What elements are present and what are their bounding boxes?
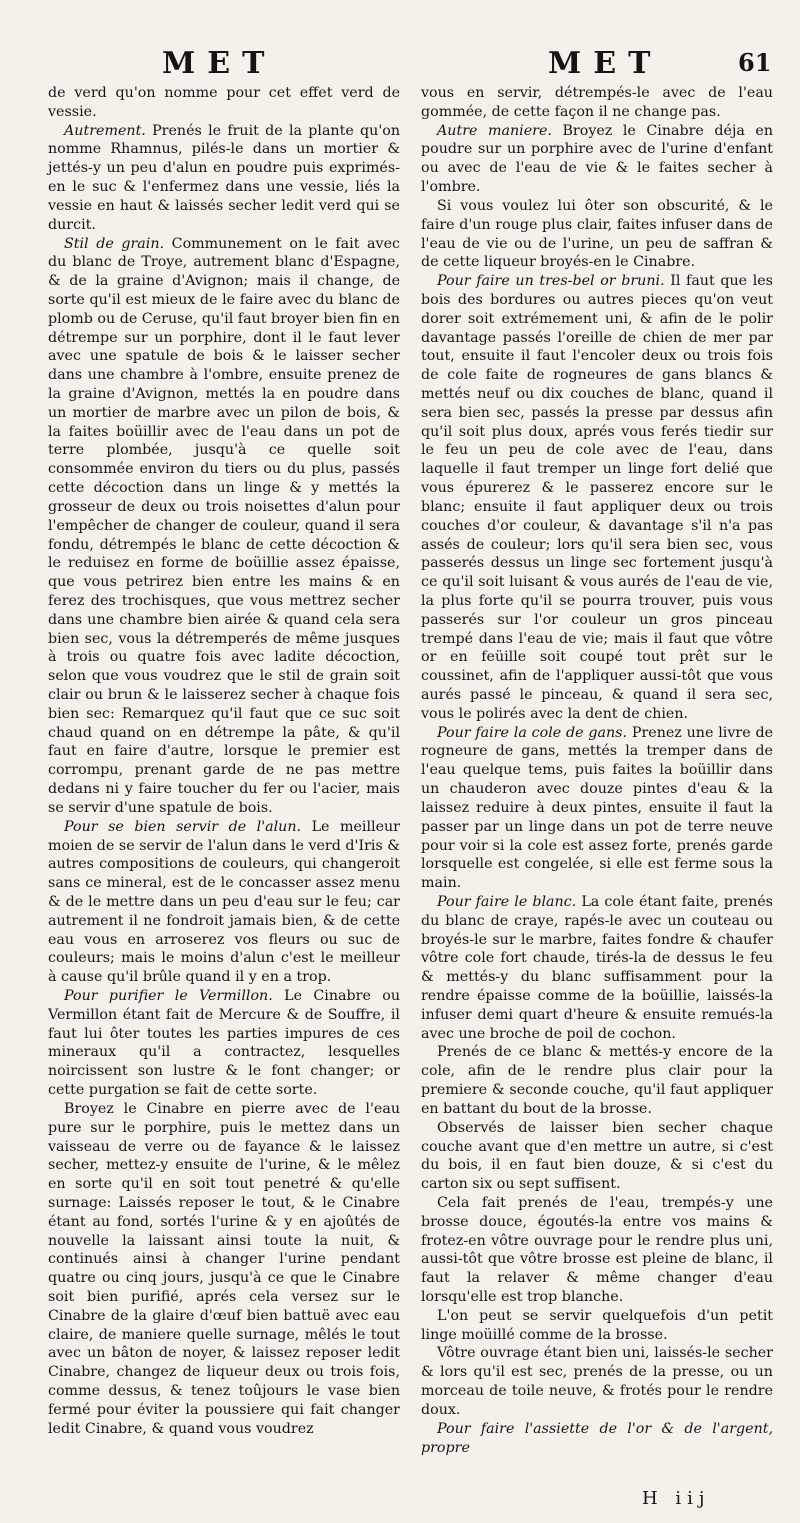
paragraph-rubric: Pour purifier le Vermillon. (64, 988, 273, 1004)
paragraph-text: Il faut que les bois des bordures ou autres pieces qu'on veut dorer soit extrémement uni, & afin de le polir davantage passés l'oreille de chien de mer par tout, ensuite il faut l'encoler deux ou trois fois de cole faite de rogneures de gans blancs & mettés neuf ou dix couches de blanc, quand il sera bien sec, passés la presse par dessus afin qu'il soit plus doux, aprés vous ferés tiedir sur le feu un peu de cole avec de l'eau, dans laquelle il faut tremper un linge fort delié que vous épurerez & le passerez encore sur le blanc; ensuite il faut appliquer deux ou trois couches d'or couleur, & davantage s'il n'a pas assés de couleur; lors qu'il sera bien sec, vous passerés dessus un linge sec fortement jusqu'à ce qu'il soit luisant & vous aurés de l'eau de vie, la plus forte qu'il se pourra trouver, puis vous passerés sur l'or couleur un gros pinceau trempé dans l'eau de vie; mais il faut que vôtre or en feüille soit coupé tout prêt sur le coussinet, afin de l'appliquer aussi-tôt que vous aurés passé le pinceau, & quand il sera sec, vous le polirés avec la dent de chien. (421, 273, 773, 722)
paragraph (421, 893, 773, 1044)
paragraph (421, 122, 773, 197)
paragraph (421, 1194, 773, 1307)
paragraph (421, 272, 773, 724)
paragraph-text: Cela fait prenés de l'eau, trempés-y une brosse douce, égoutés-la entre vos mains & frotez-en vôtre ouvrage pour le rendre plus uni, aussi-tôt que vôtre brosse est pleine de blanc, il faut la relaver & même changer d'eau lorsqu'elle est trop blanche. (421, 1194, 773, 1305)
running-head-left: MET (162, 46, 277, 81)
paragraph (48, 84, 400, 122)
paragraph-text: Broyez le Cinabre déja en poudre sur un porphire avec de l'urine d'enfant ou avec de l'eau de vie & le faites secher à l'ombre. (421, 122, 773, 196)
paragraph-text: Si vous voulez lui ôter son obscurité, & le faire d'un rouge plus clair, faites infuser dans de l'eau de vie ou de l'urine, un peu de saffran & de cette liqueur broyés-en le Cinabre. (421, 197, 773, 271)
paragraph-text: Communement on le fait avec du blanc de Troye, autrement blanc d'Espagne, & de la graine d'Avignon; mais il change, de sorte qu'il est mieux de le faire avec du blanc de plomb ou de Ceruse, qu'il faut broyer bien fin en détrempe sur un porphire, dont il le faut lever avec une spatule de bois & le laisser secher dans une chambre à l'ombre, ensuite prenez de la graine d'Avignon, mettés la en poudre dans un mortier de marbre avec un pilon de bois, & la faites boüillir avec de l'eau dans un pot de terre plombée, jusqu'à ce quelle soit consommée environ du tiers ou du plus, passés cette décoction dans un linge & y mettés la grosseur de deux ou trois noisettes d'alun pour l'empêcher de changer de couleur, quand il sera fondu, détrempés le blanc de cette décoction & le reduisez en forme de boüillie assez épaisse, que vous petrirez bien entre les mains & en ferez des trochisques, que vous mettrez secher dans une chambre bien airée & quand cela sera bien sec, vous la détremperés de même jusques à trois ou quatre fois avec ladite décoction, selon que vous voudrez que le stil de grain soit clair ou brun & le laisserez secher à chaque fois bien sec: Remarquez qu'il faut que ce suc soit chaud quand on en détrempe la pâte, & qu'il faut en faire d'autre, lorsque le premier est corrompu, prenant garde de ne pas mettre dedans ni y faire toucher du fer ou l'acier, mais se servir d'une spatule de bois. (48, 235, 400, 816)
running-head-right: MET (548, 46, 663, 81)
paragraph (421, 84, 773, 122)
paragraph-text: vous en servir, détrempés-le avec de l'eau gommée, de cette façon il ne change pas. (421, 85, 773, 120)
page-number: 61 (738, 48, 772, 77)
paragraph (421, 1043, 773, 1118)
paragraph-rubric: Autrement. (64, 122, 146, 139)
paragraph-text: de verd qu'on nomme pour cet effet verd de vessie. (48, 85, 400, 120)
paragraph (421, 1420, 773, 1458)
paragraph (48, 1100, 400, 1439)
paragraph-text: Le meilleur moien de se servir de l'alun dans le verd d'Iris & autres compositions de couleurs, qui changeroit sans ce mineral, est de le concasser assez menu & de le mettre dans un peu d'eau sur le feu; car autrement il ne fondroit jamais bien, & de cette eau vous en arroserez vos fleurs ou suc de couleurs; mais le moins d'alun c'est le meilleur à cause qu'il brûle quand il y en a trop. (48, 818, 400, 986)
paragraph-text: Observés de laisser bien secher chaque couche avant que d'en mettre un autre, si c'est du bois, il en faut bien douze, & si c'est du carton six ou sept suffisent. (421, 1119, 773, 1193)
paragraph-text: La cole étant faite, prenés du blanc de craye, rapés-le avec un couteau ou broyés-le sur le marbre, faites fondre & chaufer vôtre cole fort chaude, tirés-la de dessus le feu & mettés-y du blanc suffisamment pour la rendre épaisse comme de la boüillie, laissés-la infuser demi quart d'heure & ensuite remués-la avec une broche de poil de cochon. (421, 893, 773, 1042)
signature-mark: H iij (642, 1488, 711, 1509)
paragraph-rubric: Stil de grain. (64, 235, 165, 252)
paragraph-text: Le Cinabre ou Vermillon étant fait de Mercure & de Souffre, il faut lui ôter toutes les parties impures de ces mineraux qu'il a contractez, lesquelles noircissent son lustre & le font changer; or cette purgation se fait de cette sorte. (48, 988, 400, 1099)
paragraph (48, 122, 400, 235)
paragraph (421, 1307, 773, 1345)
right-column (421, 84, 773, 1457)
paragraph (421, 1344, 773, 1419)
paragraph-rubric: Pour faire le blanc. (437, 893, 577, 910)
paragraph (48, 818, 400, 987)
paragraph (48, 987, 400, 1100)
paragraph-rubric: Pour faire un tres-bel or bruni. (437, 273, 665, 290)
left-column (48, 84, 400, 1439)
paragraph (421, 197, 773, 272)
paragraph (421, 1119, 773, 1194)
paragraph (48, 235, 400, 818)
paragraph-text: Broyez le Cinabre en pierre avec de l'eau pure sur le porphire, puis le mettez dans un vaisseau de verre ou de fayance & le laissez secher, mettez-y ensuite de l'urine, & le mêlez en sorte qu'il en soit tout penetré & qu'elle surnage: Laissés reposer le tout, & le Cinabre étant au fond, sortés l'urine & y en ajoûtés de nouvelle la laissant ainsi toute la nuit, & continués ainsi à changer l'urine pendant quatre ou cinq jours, jusqu'à ce que le Cinabre soit bien purifié, aprés cela versez sur le Cinabre de la glaire d'œuf bien battuë avec eau claire, de maniere quelle surnage, mêlés le tout avec un bâton de noyer, & laissez reposer ledit Cinabre, changez de liqueur deux ou trois fois, comme dessus, & tenez toûjours le vase bien fermé pour éviter la poussiere qui fait changer ledit Cinabre, & quand vous voudrez (48, 1100, 400, 1437)
paragraph-rubric: Pour faire l'assiette de l'or & de l'argent, propre (421, 1420, 773, 1456)
paragraph-rubric: Pour se bien servir de l'alun. (64, 818, 302, 835)
paragraph (421, 724, 773, 893)
paragraph-text: Prenez une livre de rogneure de gans, mettés la tremper dans de l'eau quelque tems, puis faites la boüillir dans un chauderon avec douze pintes d'eau & la laissez reduire à deux pintes, ensuite il faut la passer par un linge dans un pot de terre neuve pour voir si la cole est assez forte, prenés garde lorsquelle est congelée, si elle est ferme sous la main. (421, 724, 774, 892)
paragraph-text: Prenés le fruit de la plante qu'on nomme Rhamnus, pilés-le dans un mortier & jettés-y un peu d'alun en poudre puis exprimés-en le suc & l'enfermez dans une vessie, liés la vessie en haut & laissés secher ledit verd qui se durcit. (48, 122, 401, 233)
paragraph-rubric: Autre maniere. (437, 122, 552, 139)
paragraph-rubric: Pour faire la cole de gans. (437, 724, 628, 741)
paragraph-text: Prenés de ce blanc & mettés-y encore de la cole, afin de le rendre plus clair pour la premiere & seconde couche, qu'il faut appliquer en battant du bout de la brosse. (421, 1044, 773, 1117)
paragraph-text: L'on peut se servir quelquefois d'un petit linge moüillé comme de la brosse. (421, 1307, 773, 1343)
paragraph-text: Vôtre ouvrage étant bien uni, laissés-le secher & lors qu'il est sec, prenés de la presse, ou un morceau de toile neuve, & frotés pour le rendre doux. (421, 1345, 773, 1418)
